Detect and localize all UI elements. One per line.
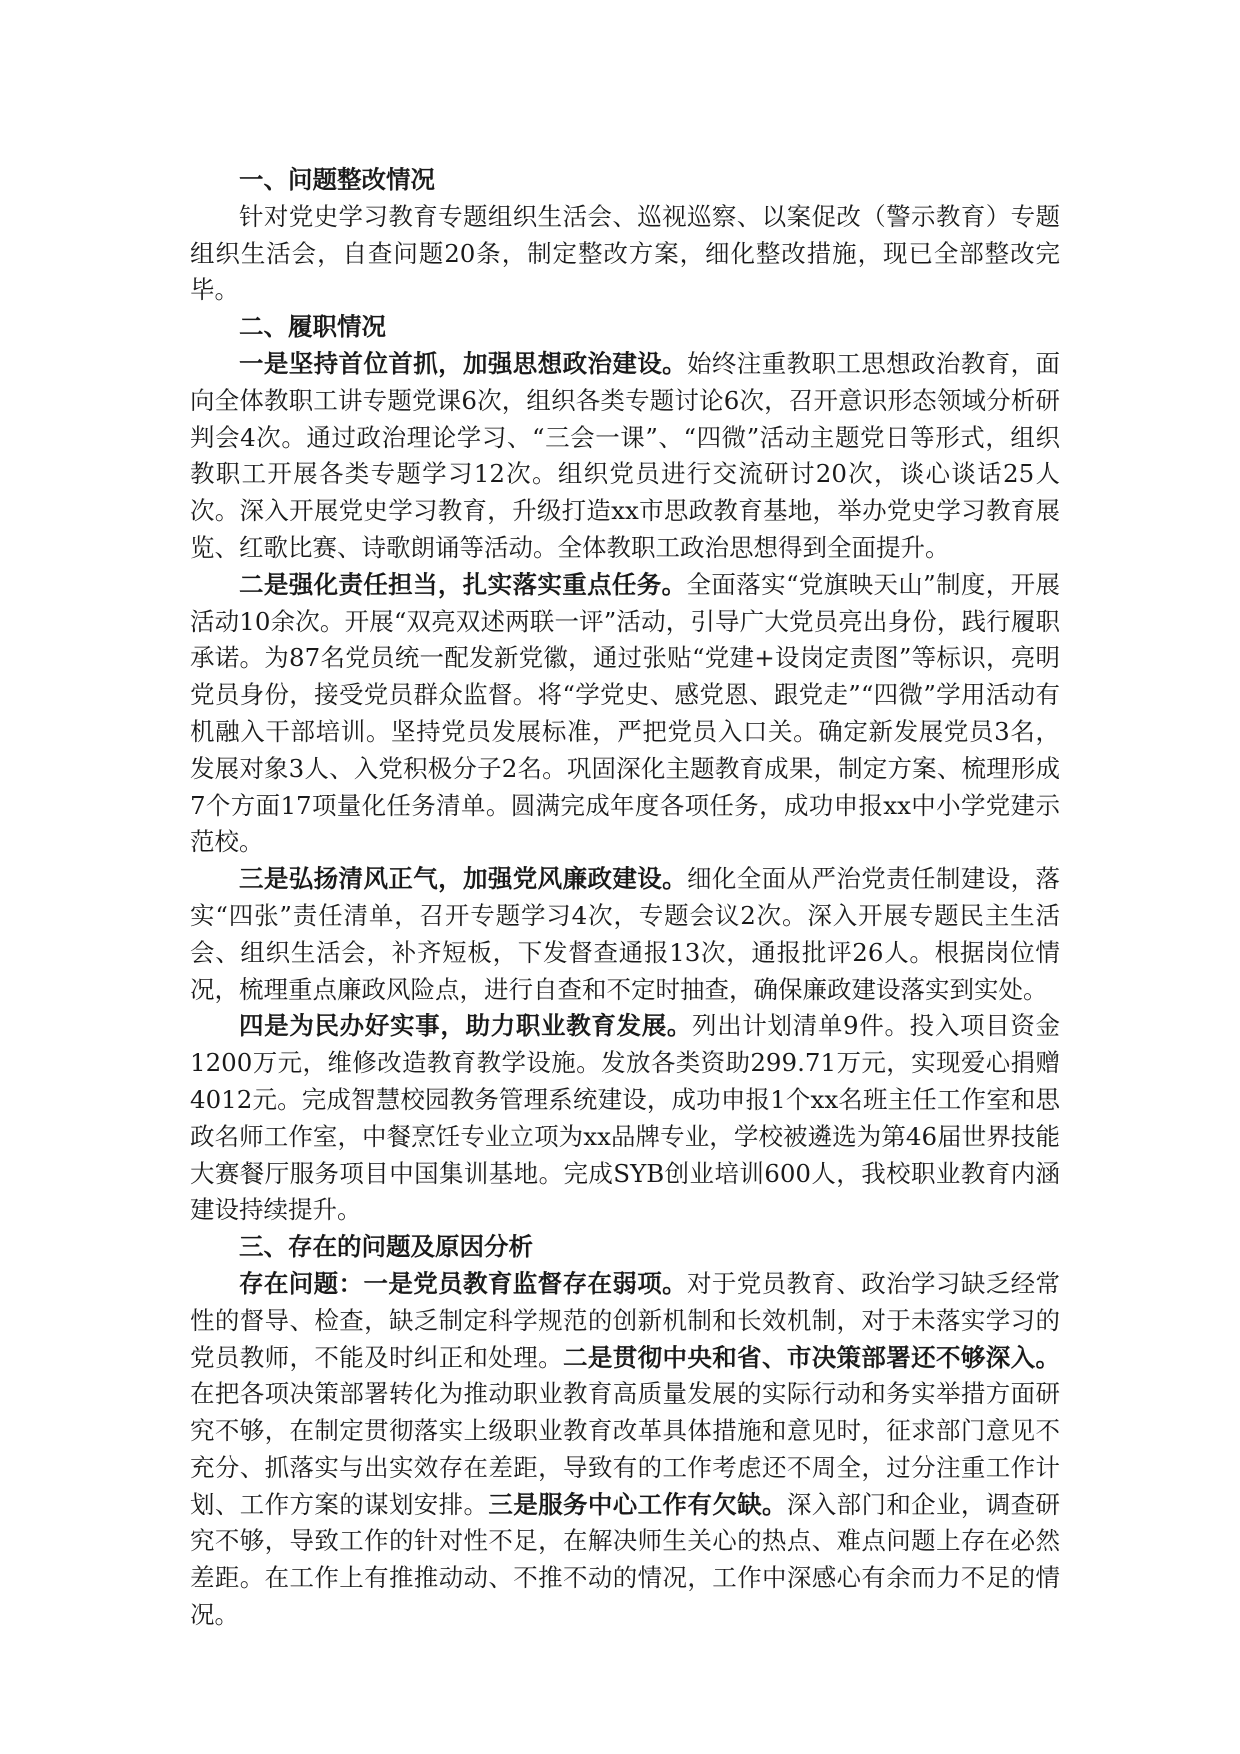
- paragraph-text: 细化全面从严治党责任制建设，落实“四张”责任清单，召开专题学习4次，专题会议2次。深入开展专题民主生活会、组织生活会，补齐短板，下发督查通报13次，通报批评26人。根据岗位情况，梳理重点廉政风险点，进行自查和不定时抽查，确保廉政建设落实到实处。: [190, 864, 1060, 1004]
- document-page: [190, 162, 1060, 1634]
- paragraph-text: 对于党员教育、政治学习缺乏经常性的督导、检查，缺乏制定科学规范的创新机制和长效机制，对于未落实学习的党员教师，不能及时纠正和处理。: [190, 1268, 1060, 1372]
- paragraph-text: 在把各项决策部署转化为推动职业教育高质量发展的实际行动和务实举措方面研究不够，在制定贯彻落实上级职业教育改革具体措施和意见时，征求部门意见不充分、抓落实与出实效存在差距，导致有的工作考虑还不周全，过分注重工作计划、工作方案的谋划安排。: [190, 1379, 1060, 1519]
- paragraph-text: 深入部门和企业，调查研究不够，导致工作的针对性不足，在解决师生关心的热点、难点问题上存在必然差距。在工作上有推推动动、不推不动的情况，工作中深感心有余而力不足的情况。: [190, 1489, 1061, 1630]
- section-heading-problem-rectification: 一、问题整改情况: [239, 165, 435, 194]
- paragraph-integrity-building: [190, 861, 1060, 1008]
- paragraph-lead: 一是坚持首位首抓，加强思想政治建设。: [239, 348, 688, 378]
- paragraph-existing-problems: [190, 1266, 1060, 1634]
- paragraph-lead: 三是服务中心工作有欠缺。: [488, 1489, 787, 1519]
- paragraph-lead: 四是为民办好实事，助力职业教育发展。: [239, 1011, 693, 1041]
- section-heading-problems-analysis: 三、存在的问题及原因分析: [239, 1232, 533, 1262]
- paragraph-political-building: [190, 346, 1060, 567]
- paragraph-practical-matters: [190, 1008, 1060, 1229]
- paragraph-text: 始终注重教职工思想政治教育，面向全体教职工讲专题党课6次，组织各类专题讨论6次，召开意识形态领域分析研判会4次。通过政治理论学习、“三会一课”、“四微”活动主题党日等形式，组织教职工开展各类专题学习12次。组织党员进行交流研讨20次，谈心谈话25人次。深入开展党史学习教育，升级打造xx市思政教育基地，举办党史学习教育展览、红歌比赛、诗歌朗诵等活动。全体教职工政治思想得到全面提升。: [190, 348, 1060, 562]
- paragraph-text: 列出计划清单9件。投入项目资金1200万元，维修改造教育教学设施。发放各类资助299.71万元，实现爱心捐赠4012元。完成智慧校园教务管理系统建设，成功申报1个xx名班主任工作室和思政名师工作室，中餐烹饪专业立项为xx品牌专业，学校被遴选为第46届世界技能大赛餐厅服务项目中国集训基地。完成SYB创业培训600人，我校职业教育内涵建设持续提升。: [190, 1011, 1060, 1225]
- paragraph-text: 全面落实“党旗映天山”制度，开展活动10余次。开展“双亮双述两联一评”活动，引导广大党员亮出身份，践行履职承诺。为87名党员统一配发新党徽，通过张贴“党建+设岗定责图”等标识，亮明党员身份，接受党员群众监督。将“学党史、感党恩、跟党走”“四微”学用活动有机融入干部培训。坚持党员发展标准，严把党员入口关。确定新发展党员3名，发展对象3人、入党积极分子2名。巩固深化主题教育成果，制定方案、梳理形成7个方面17项量化任务清单。圆满完成年度各项任务，成功申报xx中小学党建示范校。: [190, 569, 1060, 857]
- paragraph-lead: 三是弘扬清风正气，加强党风廉政建设。: [239, 864, 688, 894]
- paragraph-lead: 二是贯彻中央和省、市决策部署还不够深入。: [563, 1342, 1060, 1372]
- paragraph-lead: 存在问题：一是党员教育监督存在弱项。: [239, 1268, 688, 1298]
- paragraph-key-tasks: [190, 567, 1060, 861]
- paragraph-problem-rectification: 针对党史学习教育专题组织生活会、巡视巡察、以案促改（警示教育）专题组织生活会，自查问题20条，制定整改方案，细化整改措施，现已全部整改完毕。: [190, 201, 1060, 305]
- paragraph-lead: 二是强化责任担当，扎实落实重点任务。: [239, 569, 687, 599]
- section-heading-duty-performance: 二、履职情况: [239, 312, 386, 342]
